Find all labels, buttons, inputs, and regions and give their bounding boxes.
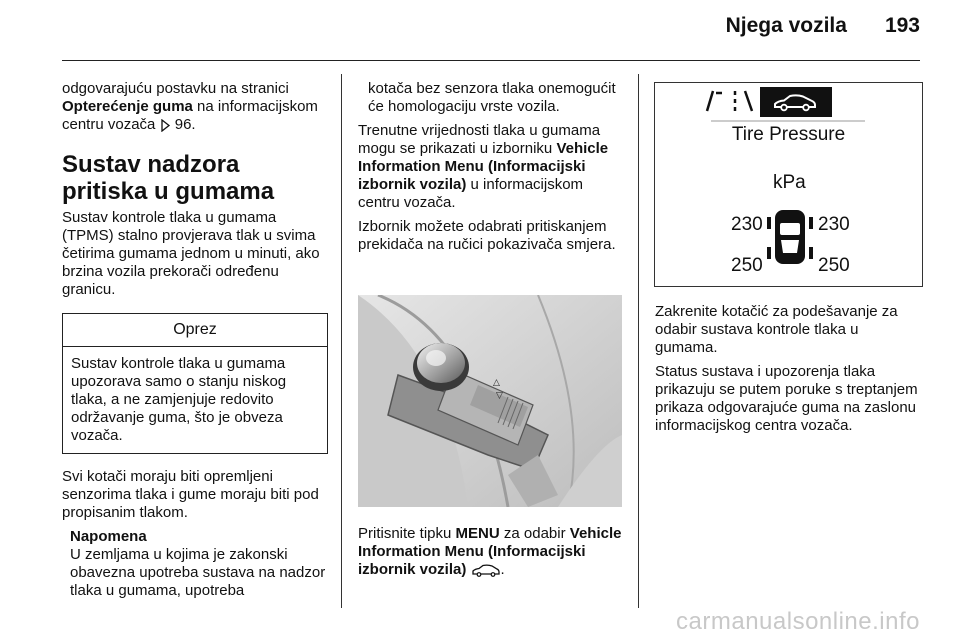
watermark: carmanualsonline.info bbox=[676, 608, 920, 635]
column-divider-1 bbox=[341, 74, 342, 608]
svg-text:△: △ bbox=[493, 378, 500, 388]
caution-body: Sustav kontrole tlaka u gumama upozorava samo o stanju niskog tlaka, a ne zamjenjuje redovito održavanje guma, što je obveza vozača. bbox=[71, 355, 287, 444]
pressure-front-right: 230 bbox=[818, 214, 850, 235]
pressure-front-left: 230 bbox=[731, 214, 763, 235]
turn-signal-stalk-photo bbox=[358, 295, 622, 507]
page-number: 193 bbox=[884, 14, 920, 37]
page-reference: 96. bbox=[174, 116, 196, 133]
paragraph-status: Status sustava i upozorenja tlaka prikazuju se putem poruke s treptanjem prikaza odgovarajuće guma na zaslonu informacijskog centra vozača. bbox=[655, 363, 918, 434]
svg-text:▽: ▽ bbox=[496, 391, 503, 401]
caution-box bbox=[62, 313, 328, 454]
menu-term-load: Opterećenje guma bbox=[62, 98, 193, 115]
caution-title: Oprez bbox=[63, 314, 327, 347]
note-body: U zemljama u kojima je zakonski obavezna upotreba sustava na nadzor tlaka u gumama, upotreba bbox=[70, 546, 326, 599]
menu-term-vehicle-info-2: Vehicle Information Menu (Informacijski izbornik vozila) bbox=[358, 525, 622, 578]
paragraph-adjust-wheel: Zakrenite kotačić za podešavanje za odabir sustava kontrole tlaka u gumama. bbox=[655, 303, 898, 356]
pressure-rear-right: 250 bbox=[818, 255, 850, 276]
page-reference-icon bbox=[160, 119, 171, 137]
car-icon bbox=[471, 563, 501, 582]
chapter-title: Njega vozila bbox=[725, 14, 847, 37]
menu-button-term: MENU bbox=[455, 525, 500, 542]
tire-pressure-display bbox=[654, 82, 923, 287]
column-1 bbox=[62, 80, 328, 600]
paragraph-intro: odgovarajuću postavku na stranici Opterećenje guma na informacijskom centru vozača 96. bbox=[62, 80, 328, 137]
header-rule bbox=[62, 60, 920, 61]
paragraph-tpms: Sustav kontrole tlaka u gumama (TPMS) stalno provjerava tlak u svima četirima gumama jednom u minuti, ako brzina vozila prekorači određenu granicu. bbox=[62, 209, 320, 298]
display-unit: kPa bbox=[773, 172, 806, 193]
note-title: Napomena bbox=[70, 528, 147, 545]
column-divider-2 bbox=[638, 74, 639, 608]
paragraph-press-menu: Pritisnite tipku MENU za odabir Vehicle Information Menu (Informacijski izbornik vozila) . bbox=[358, 525, 626, 582]
column-2-caption bbox=[358, 525, 626, 588]
column-3 bbox=[655, 303, 925, 441]
pressure-rear-left: 250 bbox=[731, 255, 763, 276]
section-heading: Sustav nadzora pritiska u gumama bbox=[62, 151, 275, 205]
menu-term-vehicle-info: Vehicle Information Menu (Informacijski izbornik vozila) bbox=[358, 140, 609, 193]
paragraph-sensors: Svi kotači moraju biti opremljeni senzorima tlaka i gume moraju biti pod propisanim tlakom. bbox=[62, 468, 319, 521]
paragraph-homologation: kotača bez senzora tlaka onemogućit će homologaciju vrste vozila. bbox=[368, 80, 616, 115]
page-header bbox=[726, 14, 920, 38]
paragraph-current-values: Trenutne vrijednosti tlaka u gumama mogu se prikazati u izborniku Vehicle Information Menu (Informacijski izbornik vozila) u informacijskom centru vozača. bbox=[358, 122, 609, 211]
note-block bbox=[62, 528, 328, 600]
paragraph-select-menu: Izbornik možete odabrati pritiskanjem prekidača na ručici pokazivača smjera. bbox=[358, 218, 616, 253]
display-title: Tire Pressure bbox=[731, 124, 846, 145]
column-2 bbox=[358, 80, 626, 260]
